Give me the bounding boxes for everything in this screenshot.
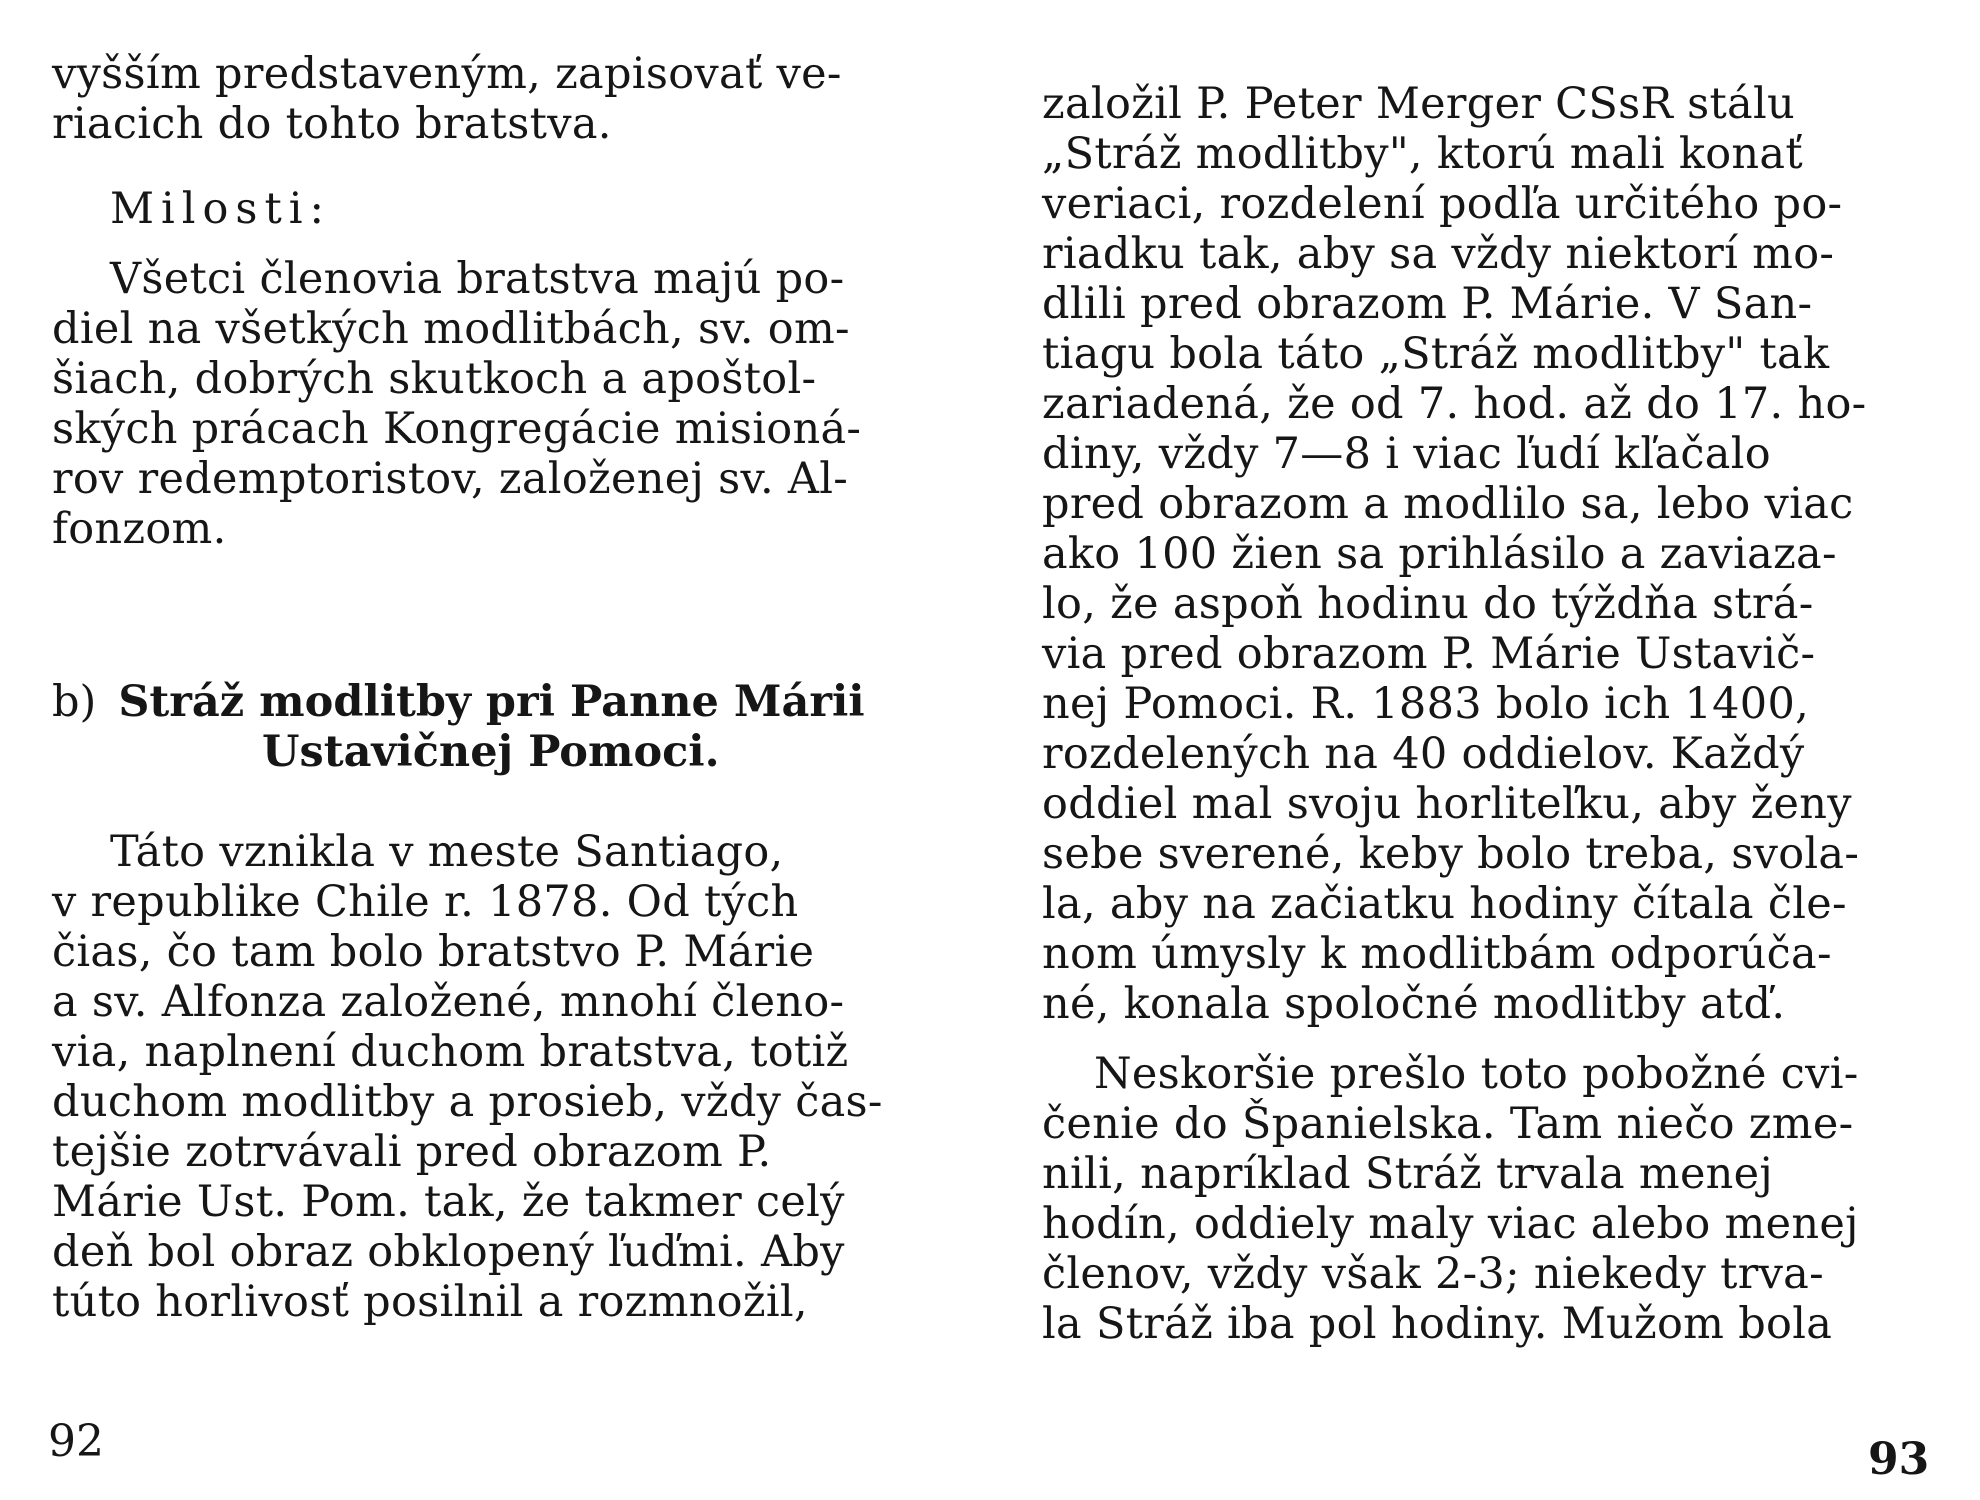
text-line: tejšie zotrvávali pred obrazom P.	[52, 1127, 772, 1177]
text-line: via, naplnení duchom bratstva, totiž	[52, 1027, 849, 1077]
text-line: ských prácach Kongregácie misioná-	[52, 404, 862, 454]
text-line: hodín, oddiely maly viac alebo menej	[1042, 1199, 1859, 1249]
text-line: Márie Ust. Pom. tak, že takmer celý	[52, 1177, 845, 1227]
text-line: rov redemptoristov, založenej sv. Al-	[52, 454, 849, 504]
text-line: v republike Chile r. 1878. Od tých	[52, 877, 799, 927]
text-line: riacich do tohto bratstva.	[52, 99, 612, 149]
text-line: čias, čo tam bolo bratstvo P. Márie	[52, 927, 815, 977]
text-line: Táto vznikla v meste Santiago,	[110, 827, 784, 877]
text-line: Všetci členovia bratstva majú po-	[110, 254, 845, 304]
text-line: oddiel mal svoju horliteľku, aby ženy	[1042, 779, 1852, 829]
text-line: lo, že aspoň hodinu do týždňa strá-	[1042, 579, 1814, 629]
text-line: šiach, dobrých skutkoch a apoštol-	[52, 354, 817, 404]
text-line: la, aby na začiatku hodiny čítala čle-	[1042, 879, 1847, 929]
text-line: nej Pomoci. R. 1883 bolo ich 1400,	[1042, 679, 1810, 729]
text-line: diny, vždy 7—8 i viac ľudí kľačalo	[1042, 429, 1771, 479]
text-line: členov, vždy však 2-3; niekedy trva-	[1042, 1249, 1824, 1299]
text-line: vyšším predstaveným, zapisovať ve-	[52, 49, 842, 99]
text-line: založil P. Peter Merger CSsR stálu	[1042, 79, 1796, 129]
text-line: zariadená, že od 7. hod. až do 17. ho-	[1042, 379, 1867, 429]
heading-line-1: Stráž modlitby pri Panne Márii	[118, 677, 865, 727]
right-page	[990, 0, 1980, 1500]
text-line: túto horlivosť posilnil a rozmnožil,	[52, 1277, 808, 1327]
text-line: diel na všetkých modlitbách, sv. om-	[52, 304, 850, 354]
text-line: nom úmysly k modlitbám odporúča-	[1042, 929, 1832, 979]
text-line: sebe sverené, keby bolo treba, svola-	[1042, 829, 1860, 879]
text-line: dlili pred obrazom P. Márie. V San-	[1042, 279, 1813, 329]
text-line: deň bol obraz obklopený ľuďmi. Aby	[52, 1227, 845, 1277]
text-line: pred obrazom a modlilo sa, lebo viac	[1042, 479, 1854, 529]
text-line: tiagu bola táto „Stráž modlitby" tak	[1042, 329, 1830, 379]
text-line: veriaci, rozdelení podľa určitého po-	[1042, 179, 1843, 229]
page-number-right: 93	[1868, 1434, 1930, 1485]
heading-marker: b)	[52, 677, 97, 727]
text-line: nili, napríklad Stráž trvala menej	[1042, 1149, 1774, 1199]
text-line: la Stráž iba pol hodiny. Mužom bola	[1042, 1299, 1833, 1349]
heading-line-2: Ustavičnej Pomoci.	[262, 727, 720, 777]
text-line: fonzom.	[52, 504, 227, 554]
section-label: Milosti:	[110, 184, 332, 234]
page-number-left: 92	[48, 1416, 104, 1467]
text-line: ako 100 žien sa prihlásilo a zaviaza-	[1042, 529, 1837, 579]
text-line: riadku tak, aby sa vždy niektorí mo-	[1042, 229, 1835, 279]
text-line: a sv. Alfonza založené, mnohí členo-	[52, 977, 845, 1027]
text-line: „Stráž modlitby", ktorú mali konať	[1042, 129, 1803, 179]
text-line: Neskoršie prešlo toto pobožné cvi-	[1094, 1049, 1859, 1099]
text-line: rozdelených na 40 oddielov. Každý	[1042, 729, 1805, 779]
text-line: duchom modlitby a prosieb, vždy čas-	[52, 1077, 883, 1127]
section-heading	[52, 676, 865, 728]
text-line: čenie do Španielska. Tam niečo zme-	[1042, 1099, 1854, 1149]
text-line: né, konala spoločné modlitby atď.	[1042, 979, 1786, 1029]
text-line: via pred obrazom P. Márie Ustavič-	[1042, 629, 1816, 679]
